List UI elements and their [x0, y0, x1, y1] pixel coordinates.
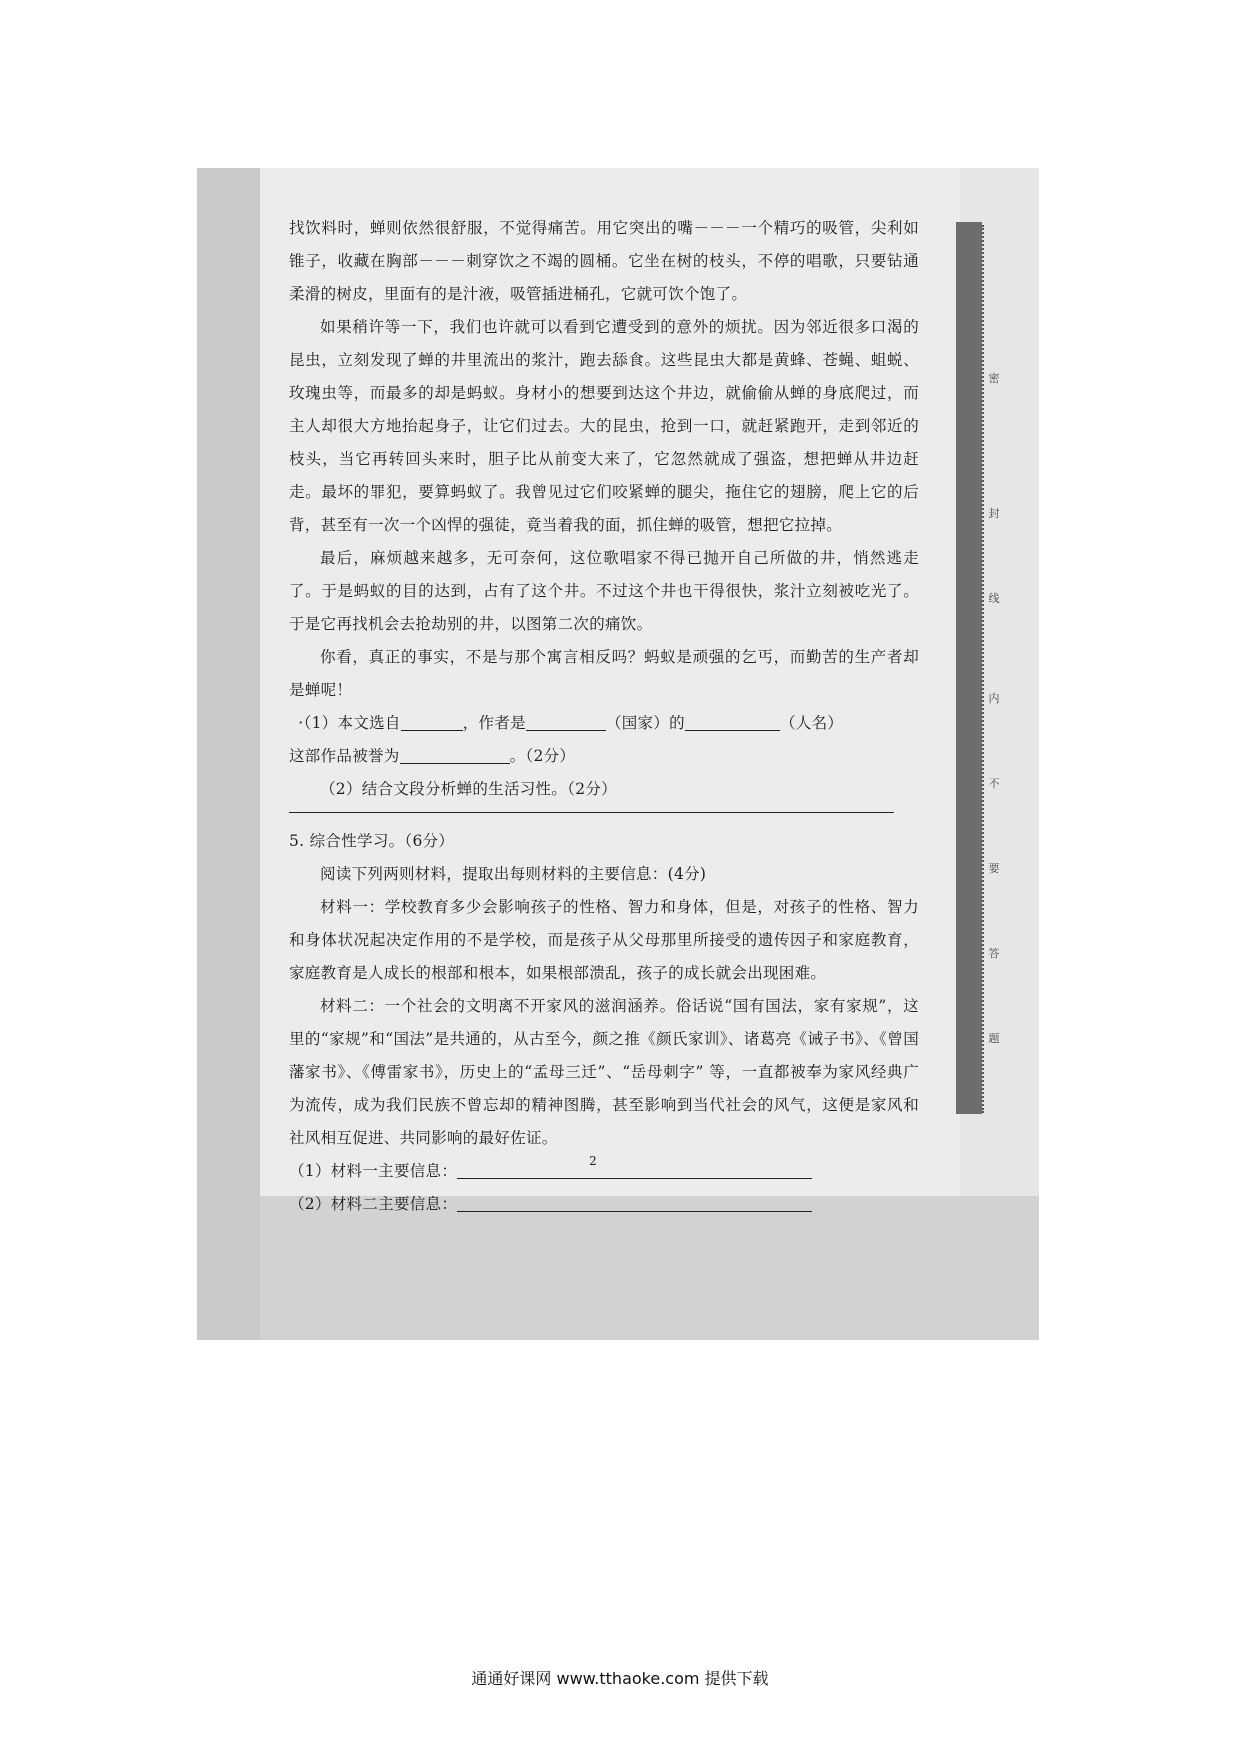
question-text: 。（2分） [509, 747, 576, 765]
question-5-title: 5. 综合性学习。（6分） [289, 832, 455, 850]
question-4-1-cont [289, 740, 919, 773]
question-text: ，作者是 [462, 714, 526, 732]
exam-content [289, 212, 919, 1221]
question-4-1 [289, 707, 919, 740]
passage-paragraph: 如果稍许等一下，我们也许就可以看到它遭受到的意外的烦扰。因为邻近很多口渴的昆虫，立刻发现了蝉的井里流出的浆汁，跑去舔食。这些昆虫大都是黄蜂、苍蝇、蛆蜕、玫瑰虫等，而最多的却是蚂蚁。身材小的想要到达这个井边，就偷偷从蝉的身底爬过，而主人却很大方地抬起身子，让它们过去。大的昆虫，抢到一口，就赶紧跑开，走到邻近的枝头，当它再转回头来时，胆子比从前变大来了，它忽然就成了强盗，想把蝉从井边赶走。最坏的罪犯，要算蚂蚁了。我曾见过它们咬紧蝉的腿尖，拖住它的翅膀，爬上它的后背，甚至有一次一个凶悍的强徒，竟当着我的面，抓住蝉的吸管，想把它拉掉。 [289, 318, 919, 534]
seal-char: 题 [988, 1032, 1000, 1045]
passage-paragraph: 找饮料时，蝉则依然很舒服，不觉得痛苦。用它突出的嘴－－－一个精巧的吸管，尖利如锥子，收藏在胸部－－－刺穿饮之不竭的圆桶。它坐在树的枝头，不停的唱歌，只要钻通柔滑的树皮，里面有的是汁液，吸管插进桶孔，它就可饮个饱了。 [289, 219, 919, 303]
answer-line[interactable] [289, 812, 894, 813]
seal-dotted-line [982, 225, 984, 1113]
question-text: （国家）的 [605, 714, 685, 732]
answer-material-two [289, 1188, 919, 1221]
material-two: 材料二：一个社会的文明离不开家风的滋润涵养。俗话说“国有国法，家有家规”，这里的“家规”和“国法”是共通的，从古至今，颜之推《颜氏家训》、诸葛亮《诫子书》、《曾国藩家书》、《傅雷家书》，历史上的“孟母三迁”、“岳母刺字” 等，一直都被奉为家风经典广为流传，成为我们民族不曾忘却的精神图腾，甚至影响到当代社会的风气，这便是家风和社风相互促进、共同影响的最好佐证。 [289, 997, 919, 1147]
seal-char: 不 [988, 777, 1000, 790]
seal-char: 密 [988, 372, 1000, 385]
passage-paragraph: 你看，真正的事实，不是与那个寓言相反吗？蚂蚁是顽强的乞丐，而勤苦的生产者却是蝉呢！ [289, 648, 919, 699]
binding-strip [956, 222, 982, 1114]
answer-blank[interactable] [526, 715, 606, 732]
seal-char: 线 [988, 592, 1000, 605]
passage-paragraph: 最后，麻烦越来越多，无可奈何，这位歌唱家不得已抛开自己所做的井，悄然逃走了。于是蚂蚁的目的达到，占有了这个井。不过这个井也干得很快，浆汁立刻被吃光了。于是它再找机会去抢劫别的井，以图第二次的痛饮。 [289, 549, 919, 633]
answer-label: （1）材料一主要信息： [289, 1162, 458, 1180]
answer-blank[interactable] [400, 748, 510, 765]
download-footer: 通通好课网 www.tthaoke.com 提供下载 [471, 1669, 769, 1688]
question-text: （人名） [779, 714, 844, 732]
page-number: 2 [589, 1154, 597, 1168]
seal-char: 封 [988, 507, 1000, 520]
material-one: 材料一：学校教育多少会影响孩子的性格、智力和身体，但是，对孩子的性格、智力和身体状况起决定作用的不是学校，而是孩子从父母那里所接受的遗传因子和家庭教育，家庭教育是人成长的根部和根本，如果根部溃乱，孩子的成长就会出现困难。 [289, 898, 919, 982]
question-text: 这部作品被誉为 [289, 747, 400, 765]
seal-char: 内 [988, 692, 1000, 705]
seal-char: 答 [988, 947, 1000, 960]
answer-blank[interactable] [457, 1196, 812, 1213]
question-5-instruction: 阅读下列两则材料，提取出每则材料的主要信息：(4分) [320, 865, 707, 883]
seal-char: 要 [988, 862, 1000, 875]
answer-label: （2）材料二主要信息： [289, 1195, 458, 1213]
question-text: ·（1）本文选自 [298, 714, 401, 732]
answer-blank[interactable] [685, 715, 780, 732]
answer-blank[interactable] [401, 715, 463, 732]
question-4-2: （2）结合文段分析蝉的生活习性。（2分） [320, 780, 617, 798]
answer-blank[interactable] [457, 1163, 812, 1180]
